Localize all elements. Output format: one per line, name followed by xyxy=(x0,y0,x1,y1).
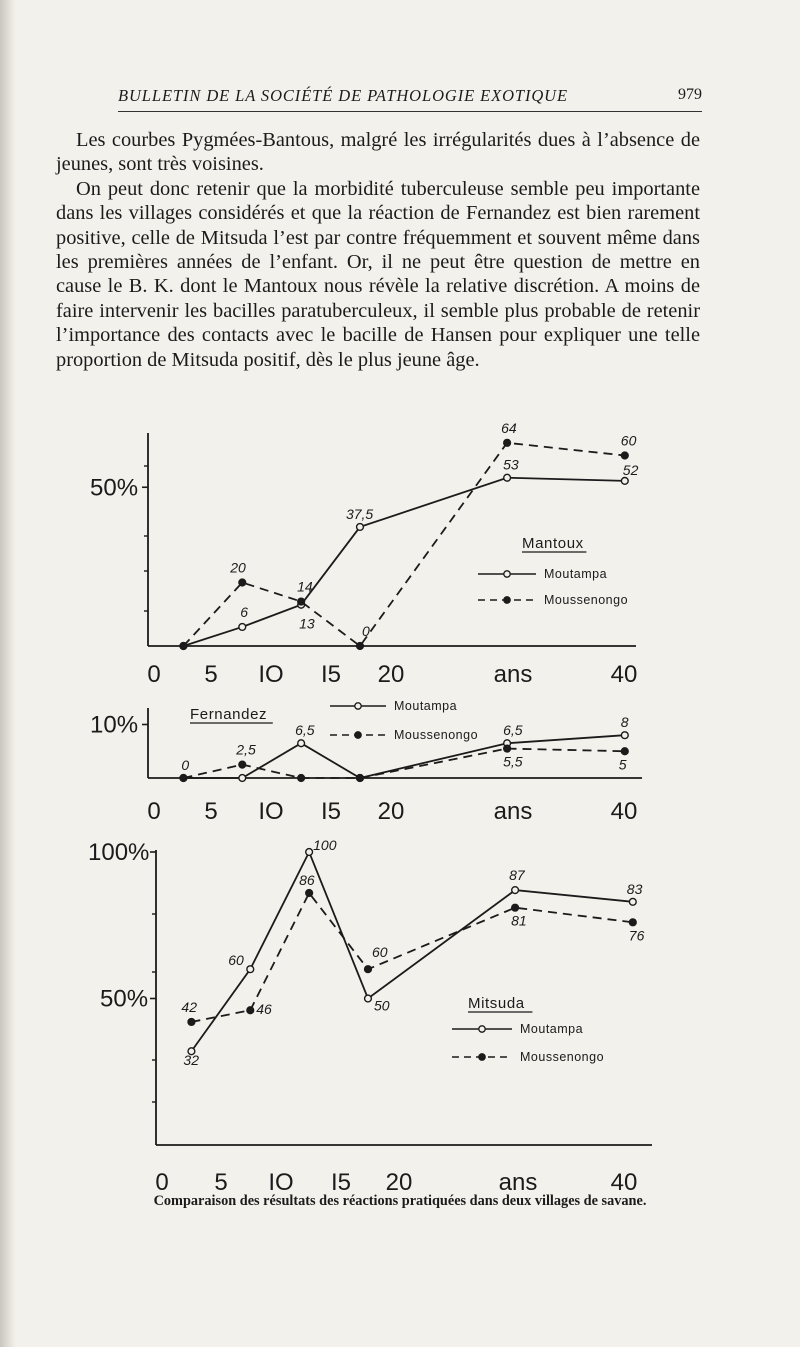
fernandez-moussenongo-point xyxy=(298,775,305,782)
fernandez-legend-swatch-marker xyxy=(355,703,361,709)
fernandez-moutampa-point xyxy=(298,740,305,747)
fernandez-legend-label: Moutampa xyxy=(394,699,458,713)
fernandez-legend-label: Moussenongo xyxy=(394,728,479,742)
page-number: 979 xyxy=(678,86,702,103)
mitsuda-moussenongo-point xyxy=(306,890,313,897)
fernandez-moussenongo-data-label: 2,5 xyxy=(236,741,256,758)
mitsuda-x-tick-label: IO xyxy=(268,1169,294,1190)
mitsuda-moutampa-data-label: 87 xyxy=(509,867,525,884)
mitsuda-moussenongo-point xyxy=(512,904,519,911)
mantoux-moutampa-data-label: 37,5 xyxy=(345,505,374,522)
mantoux-x-tick-label: IO xyxy=(258,661,284,688)
mitsuda-moutampa-point xyxy=(306,849,313,856)
mitsuda-x-tick-label: 5 xyxy=(214,1169,228,1190)
mitsuda-moutampa-data-label: 60 xyxy=(228,952,244,969)
page-header xyxy=(56,82,702,126)
mitsuda-moussenongo-data-label: 81 xyxy=(511,912,527,929)
mantoux-moussenongo-point xyxy=(504,439,511,446)
mitsuda-moutampa-point xyxy=(247,966,254,973)
mantoux-moutampa-point xyxy=(504,474,511,481)
fernandez-legend-title: Fernandez xyxy=(190,706,268,723)
mantoux-moutampa-data-label: 52 xyxy=(622,461,639,478)
figure-caption: Comparaison des résultats des réactions pratiquées dans deux villages de savane. xyxy=(153,1193,647,1209)
mitsuda-moutampa-data-label: 50 xyxy=(373,997,390,1014)
mitsuda-y-tick-label: 100% xyxy=(88,839,150,866)
header-rule xyxy=(118,111,702,112)
mitsuda-moutampa-data-label: 83 xyxy=(626,880,643,897)
mantoux-y-tick-label: 50% xyxy=(90,474,139,502)
mantoux-moussenongo-data-label: 14 xyxy=(297,578,313,595)
fernandez-x-axis-label: ans xyxy=(493,798,533,825)
body-text xyxy=(56,128,700,372)
mitsuda-moutampa-point xyxy=(512,887,519,894)
fernandez-moussenongo-point xyxy=(357,775,364,782)
mitsuda-x-tick-label: 20 xyxy=(385,1169,413,1190)
fernandez-moussenongo-point xyxy=(621,748,628,755)
paragraph-2: On peut donc retenir que la morbidité tuberculeuse semble peu importante dans les villages considérés et que la réaction de Fernandez est bien rarement positive, celle de Mitsuda l’est par contre fréquemment et souvent même dans les premières années de l’enfant. Or, il ne peut être question de mettre en cause le B. K. dont le Mantoux nous révèle la relative discrétion. A moins de faire intervenir les bacilles paratuberculeux, il semble plus probable de retenir l’importance des contacts avec le bacille de Hansen pour expliquer une telle proportion de Mitsuda positif, dès le plus jeune âge. xyxy=(56,177,700,371)
fernandez-x-tick-label: IO xyxy=(258,798,284,825)
mitsuda-moussenongo-point xyxy=(247,1007,254,1014)
mitsuda-legend-label: Moussenongo xyxy=(520,1050,605,1064)
fernandez-moussenongo-point xyxy=(504,745,511,752)
paragraph-1: Les courbes Pygmées-Bantous, malgré les irrégularités dues à l’absence de jeunes, sont très voisines. xyxy=(56,129,700,176)
mantoux-moussenongo-point xyxy=(180,643,187,650)
mitsuda-moutampa-data-label: 32 xyxy=(183,1052,200,1069)
mantoux-x-tick-label: 20 xyxy=(377,661,405,688)
mitsuda-moussenongo-data-label: 46 xyxy=(256,1001,272,1018)
reactions-figure xyxy=(0,400,800,1190)
mitsuda-legend-swatch-marker xyxy=(479,1026,485,1032)
mitsuda-moussenongo-point xyxy=(629,919,636,926)
fernandez-moutampa-data-label: 6,5 xyxy=(295,722,315,739)
mitsuda-moussenongo-data-label: 42 xyxy=(181,998,198,1015)
mantoux-moussenongo-point xyxy=(298,598,305,605)
fernandez-moussenongo-data-label: 5 xyxy=(618,756,627,773)
mitsuda-moussenongo-data-label: 86 xyxy=(299,872,315,889)
fernandez-x-tick-label: I5 xyxy=(320,798,342,825)
mitsuda-x-tick-label: 0 xyxy=(155,1169,169,1190)
fernandez-moutampa-data-label: 8 xyxy=(620,714,629,731)
mantoux-moussenongo-data-label: 64 xyxy=(501,419,517,436)
mantoux-moutampa-data-label: 13 xyxy=(299,615,315,632)
fernandez-x-tick-label: 20 xyxy=(377,798,405,825)
mitsuda-moutampa-data-label: 100 xyxy=(313,837,337,853)
mantoux-legend-label: Moutampa xyxy=(544,567,608,581)
fernandez-x-tick-label: 5 xyxy=(204,798,218,825)
mantoux-moussenongo-point xyxy=(621,452,628,459)
fernandez-legend-swatch-marker xyxy=(355,732,361,738)
fernandez-moutampa-data-label: 0 xyxy=(181,757,190,773)
mitsuda-legend-label: Moutampa xyxy=(520,1022,584,1036)
mitsuda-y-tick-label: 50% xyxy=(100,985,149,1013)
mantoux-legend-swatch-marker xyxy=(504,597,510,603)
fernandez-x-tick-label: 0 xyxy=(147,798,161,825)
mantoux-moussenongo-point xyxy=(357,643,364,650)
fernandez-moussenongo-data-label: 5,5 xyxy=(503,753,523,770)
mitsuda-moutampa-point xyxy=(629,898,636,905)
fernandez-moussenongo-point xyxy=(180,775,187,782)
mantoux-x-tick-label: 5 xyxy=(204,661,218,688)
mitsuda-x-tick-label: I5 xyxy=(330,1169,352,1190)
mitsuda-moussenongo-data-label: 76 xyxy=(628,927,645,944)
mantoux-moussenongo-data-label: 20 xyxy=(230,559,246,576)
fernandez-moutampa-point xyxy=(621,732,628,739)
mantoux-moussenongo-point xyxy=(239,579,246,586)
mantoux-moutampa-data-label: 6 xyxy=(240,603,249,620)
mitsuda-legend-title: Mitsuda xyxy=(468,995,525,1012)
mantoux-moussenongo-data-label: 60 xyxy=(620,432,637,449)
mitsuda-moussenongo-point xyxy=(188,1019,195,1026)
mantoux-x-tick-label: 40 xyxy=(610,661,638,688)
mantoux-moutampa-data-label: 53 xyxy=(503,456,519,473)
mitsuda-moussenongo-point xyxy=(365,966,372,973)
mantoux-x-tick-label: I5 xyxy=(320,661,342,688)
mitsuda-x-axis-label: ans xyxy=(498,1169,538,1190)
fernandez-y-tick-label: 10% xyxy=(90,711,139,739)
mantoux-moutampa-point xyxy=(357,524,364,531)
fernandez-moussenongo-point xyxy=(239,761,246,768)
fernandez-moutampa-point xyxy=(239,775,246,782)
fernandez-moutampa-data-label: 6,5 xyxy=(503,722,523,739)
mantoux-x-axis-label: ans xyxy=(493,661,533,688)
mantoux-moutampa-point xyxy=(239,624,246,631)
running-title: BULLETIN DE LA SOCIÉTÉ DE PATHOLOGIE EXOTIQUE xyxy=(118,86,568,105)
mantoux-moussenongo-data-label: 0 xyxy=(361,623,370,639)
mitsuda-moutampa-point xyxy=(365,995,372,1002)
mantoux-legend-swatch-marker xyxy=(504,571,510,577)
mantoux-legend-title: Mantoux xyxy=(522,535,584,552)
mitsuda-x-tick-label: 40 xyxy=(610,1169,638,1190)
mitsuda-moussenongo-data-label: 60 xyxy=(371,944,388,961)
mantoux-legend-label: Moussenongo xyxy=(544,593,629,607)
mantoux-series-moutampa-line xyxy=(183,478,624,646)
mantoux-x-tick-label: 0 xyxy=(147,661,161,688)
mantoux-moutampa-point xyxy=(621,478,628,485)
fernandez-x-tick-label: 40 xyxy=(610,798,638,825)
mitsuda-legend-swatch-marker xyxy=(479,1054,485,1060)
